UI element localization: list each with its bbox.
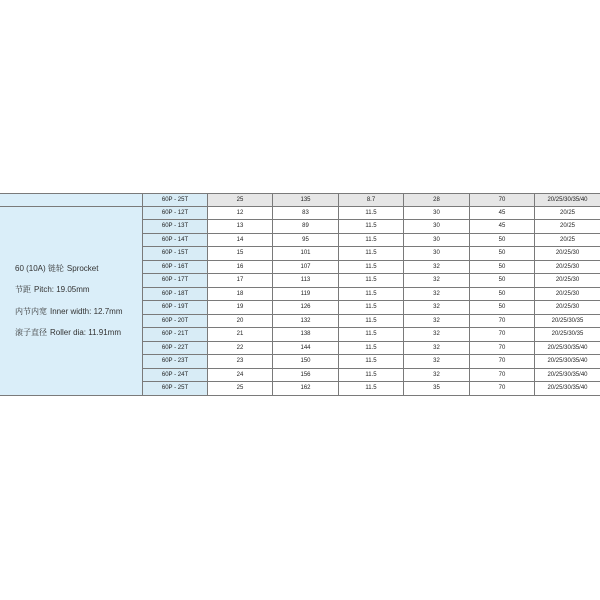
hub-diameter-cell: 45 (470, 207, 535, 221)
bore-options-cell: 20/25/30/35/40 (535, 355, 600, 369)
thickness-cell: 11.5 (339, 207, 404, 221)
bore-options-cell: 20/25/30 (535, 261, 600, 275)
thickness-cell: 8.7 (339, 193, 404, 207)
hub-diameter-cell: 50 (470, 234, 535, 248)
pitch-spec: 节距 Pitch: 19.05mm (15, 285, 90, 295)
model-cell: 60P - 17T (143, 274, 208, 288)
hub-diameter-cell: 70 (470, 355, 535, 369)
outer-diameter-cell: 89 (273, 220, 339, 234)
thickness-cell: 11.5 (339, 382, 404, 396)
table-row (143, 369, 600, 383)
hub-length-cell: 32 (404, 342, 470, 356)
bore-options-cell: 20/25/30/35 (535, 315, 600, 329)
outer-diameter-cell: 101 (273, 247, 339, 261)
teeth-cell: 18 (208, 288, 273, 302)
teeth-cell: 21 (208, 328, 273, 342)
outer-diameter-cell: 162 (273, 382, 339, 396)
model-cell: 60P - 20T (143, 315, 208, 329)
table-row (143, 355, 600, 369)
hub-length-cell: 30 (404, 207, 470, 221)
outer-diameter-cell: 119 (273, 288, 339, 302)
bore-options-cell: 20/25/30 (535, 288, 600, 302)
model-cell: 60P - 14T (143, 234, 208, 248)
bore-options-cell: 20/25/30/35/40 (535, 382, 600, 396)
outer-diameter-cell: 156 (273, 369, 339, 383)
hub-diameter-cell: 70 (470, 193, 535, 207)
hub-length-cell: 32 (404, 328, 470, 342)
table-row (143, 207, 600, 221)
roller-dia-spec: 滚子直径 Roller dia: 11.91mm (15, 328, 121, 338)
teeth-cell: 12 (208, 207, 273, 221)
hub-diameter-cell: 70 (470, 342, 535, 356)
model-cell: 60P - 22T (143, 342, 208, 356)
hub-diameter-cell: 50 (470, 261, 535, 275)
thickness-cell: 11.5 (339, 288, 404, 302)
table-row (143, 261, 600, 275)
table-row (143, 274, 600, 288)
hub-length-cell: 32 (404, 369, 470, 383)
teeth-cell: 17 (208, 274, 273, 288)
outer-diameter-cell: 138 (273, 328, 339, 342)
hub-diameter-cell: 45 (470, 220, 535, 234)
teeth-cell: 23 (208, 355, 273, 369)
model-cell: 60P - 18T (143, 288, 208, 302)
thickness-cell: 11.5 (339, 369, 404, 383)
thickness-cell: 11.5 (339, 355, 404, 369)
bore-options-cell: 20/25 (535, 220, 600, 234)
teeth-cell: 19 (208, 301, 273, 315)
table-row (143, 328, 600, 342)
hub-length-cell: 30 (404, 220, 470, 234)
teeth-cell: 13 (208, 220, 273, 234)
teeth-cell: 14 (208, 234, 273, 248)
table-row (143, 301, 600, 315)
model-cell: 60P - 24T (143, 369, 208, 383)
hub-length-cell: 35 (404, 382, 470, 396)
hub-length-cell: 32 (404, 355, 470, 369)
bore-options-cell: 20/25/30/35 (535, 328, 600, 342)
bore-options-cell: 20/25 (535, 207, 600, 221)
bore-options-cell: 20/25/30 (535, 247, 600, 261)
bore-options-cell: 20/25/30/35/40 (535, 342, 600, 356)
model-cell: 60P - 19T (143, 301, 208, 315)
hub-diameter-cell: 50 (470, 247, 535, 261)
outer-diameter-cell: 83 (273, 207, 339, 221)
hub-diameter-cell: 70 (470, 328, 535, 342)
model-cell: 60P - 21T (143, 328, 208, 342)
bore-options-cell: 20/25 (535, 234, 600, 248)
bore-options-cell: 20/25/30/35/40 (535, 369, 600, 383)
model-cell: 60P - 15T (143, 247, 208, 261)
hub-length-cell: 32 (404, 261, 470, 275)
thickness-cell: 11.5 (339, 274, 404, 288)
table-row (143, 288, 600, 302)
thickness-cell: 11.5 (339, 342, 404, 356)
bore-options-cell: 20/25/30 (535, 274, 600, 288)
outer-diameter-cell: 95 (273, 234, 339, 248)
teeth-cell: 22 (208, 342, 273, 356)
series-title: 60 (10A) 链轮 Sprocket (15, 263, 99, 273)
thickness-cell: 11.5 (339, 247, 404, 261)
model-cell: 60P - 16T (143, 261, 208, 275)
model-cell: 60P - 23T (143, 355, 208, 369)
series-info-panel (0, 207, 143, 396)
side-blank-cell (0, 193, 143, 207)
bore-options-cell: 20/25/30/35/40 (535, 193, 600, 207)
hub-length-cell: 28 (404, 193, 470, 207)
table-row (143, 342, 600, 356)
teeth-cell: 15 (208, 247, 273, 261)
inner-width-spec: 内节内宽 Inner width: 12.7mm (15, 306, 123, 316)
hub-diameter-cell: 50 (470, 274, 535, 288)
hub-diameter-cell: 70 (470, 369, 535, 383)
hub-length-cell: 32 (404, 301, 470, 315)
table-body (143, 207, 600, 396)
hub-diameter-cell: 70 (470, 315, 535, 329)
teeth-cell: 16 (208, 261, 273, 275)
model-cell: 60P - 13T (143, 220, 208, 234)
hub-length-cell: 30 (404, 234, 470, 248)
thickness-cell: 11.5 (339, 328, 404, 342)
thickness-cell: 11.5 (339, 301, 404, 315)
teeth-cell: 25 (208, 193, 273, 207)
teeth-cell: 25 (208, 382, 273, 396)
bore-options-cell: 20/25/30 (535, 301, 600, 315)
hub-diameter-cell: 50 (470, 288, 535, 302)
hub-length-cell: 30 (404, 247, 470, 261)
table-row (143, 315, 600, 329)
hub-length-cell: 32 (404, 274, 470, 288)
hub-length-cell: 32 (404, 288, 470, 302)
teeth-cell: 20 (208, 315, 273, 329)
outer-diameter-cell: 126 (273, 301, 339, 315)
outer-diameter-cell: 150 (273, 355, 339, 369)
outer-diameter-cell: 113 (273, 274, 339, 288)
model-cell: 60P - 12T (143, 207, 208, 221)
teeth-cell: 24 (208, 369, 273, 383)
hub-length-cell: 32 (404, 315, 470, 329)
model-cell: 60P - 25T (143, 382, 208, 396)
outer-diameter-cell: 135 (273, 193, 339, 207)
model-cell: 60P - 25T (143, 193, 208, 207)
hub-diameter-cell: 70 (470, 382, 535, 396)
series-60-group (0, 207, 600, 396)
thickness-cell: 11.5 (339, 315, 404, 329)
table-row (143, 234, 600, 248)
table-row (143, 382, 600, 396)
table-row-previous-series (0, 193, 600, 207)
outer-diameter-cell: 107 (273, 261, 339, 275)
hub-diameter-cell: 50 (470, 301, 535, 315)
thickness-cell: 11.5 (339, 234, 404, 248)
table-row (143, 220, 600, 234)
thickness-cell: 11.5 (339, 261, 404, 275)
thickness-cell: 11.5 (339, 220, 404, 234)
outer-diameter-cell: 144 (273, 342, 339, 356)
outer-diameter-cell: 132 (273, 315, 339, 329)
table-row (143, 247, 600, 261)
sprocket-spec-table (0, 193, 600, 396)
